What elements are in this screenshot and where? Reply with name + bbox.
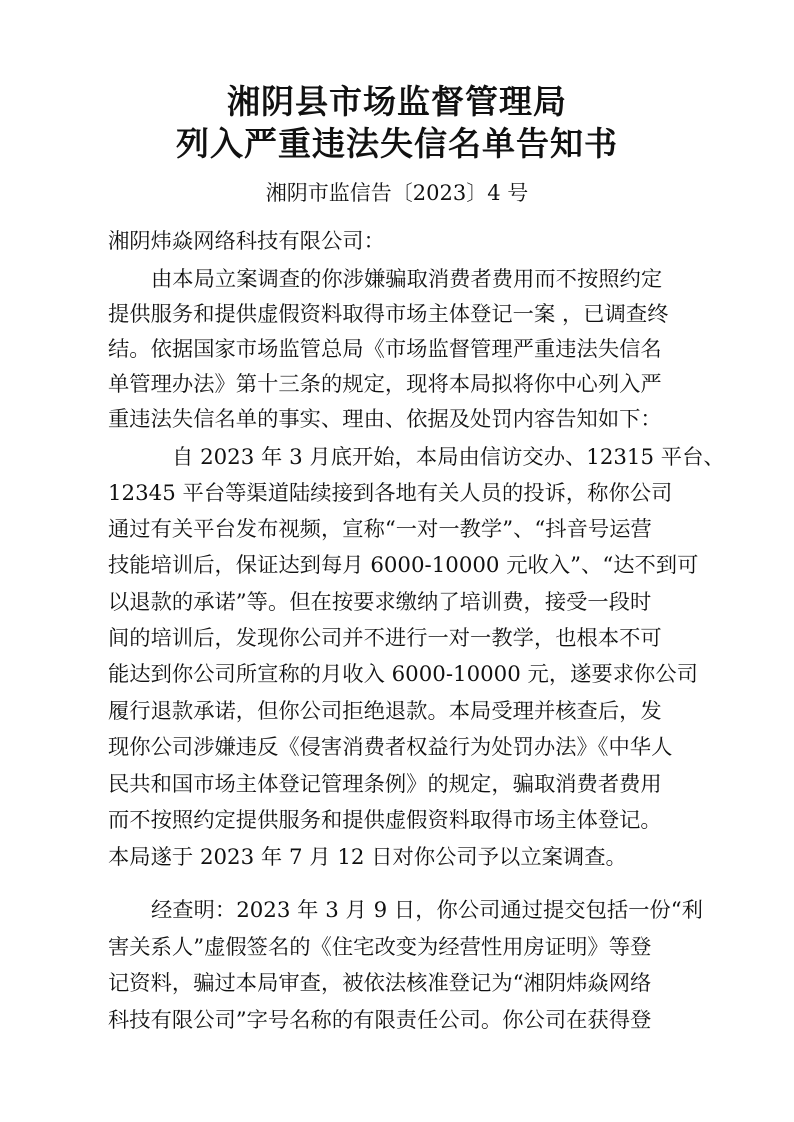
body-line: 科技有限公司”字号名称的有限责任公司。你公司在获得登 [108,1008,652,1033]
body-line: 重违法失信名单的事实、理由、依据及处罚内容告知如下： [108,407,662,432]
body-line: 现你公司涉嫌违反《侵害消费者权益行为处罚办法》《中华人 [108,735,673,760]
body-line: 而不按照约定提供服务和提供虚假资料取得市场主体登记。 [108,808,662,833]
body-line: 民共和国市场主体登记管理条例》的规定，骗取消费者费用 [108,772,662,797]
document-number: 湘阴市监信告〔2023〕4 号 [265,181,529,205]
body-line: 自 2023 年 3 月底开始，本局由信访交办、12315 平台、 [172,445,725,470]
body-line: 通过有关平台发布视频，宣称“一对一教学”、“抖音号运营 [108,517,652,542]
body-line: 经查明：2023 年 3 月 9 日，你公司通过提交包括一份“利 [151,898,703,923]
addressee: 湘阴炜焱网络科技有限公司： [108,229,385,254]
body-line: 12345 平台等渠道陆续接到各地有关人员的投诉，称你公司 [108,481,673,506]
body-line: 害关系人”虚假签名的《住宅改变为经营性用房证明》等登 [108,935,652,960]
body-line: 单管理办法》第十三条的规定，现将本局拟将你中心列入严 [108,372,662,397]
document-title-line-2: 列入严重违法失信名单告知书 [176,124,618,163]
body-line: 能达到你公司所宣称的月收入 6000-10000 元，遂要求你公司 [108,662,698,687]
body-line: 技能培训后，保证达到每月 6000-10000 元收入”、“达不到可 [108,553,699,578]
document-title-line-1: 湘阴县市场监督管理局 [227,82,567,121]
body-line: 结。依据国家市场监管总局《市场监督管理严重违法失信名 [108,337,662,362]
body-line: 本局遂于 2023 年 7 月 12 日对你公司予以立案调查。 [108,845,627,870]
body-line: 记资料，骗过本局审查，被依法核准登记为“湘阴炜焱网络 [108,971,652,996]
body-line: 提供服务和提供虚假资料取得市场主体登记一案 ，已调查终 [108,302,669,327]
body-line: 以退款的承诺”等。但在按要求缴纳了培训费，接受一段时 [108,590,652,615]
body-line: 由本局立案调查的你涉嫌骗取消费者费用而不按照约定 [151,267,663,292]
body-line: 间的培训后，发现你公司并不进行一对一教学，也根本不可 [108,626,662,651]
body-line: 履行退款承诺，但你公司拒绝退款。本局受理并核查后，发 [108,699,662,724]
